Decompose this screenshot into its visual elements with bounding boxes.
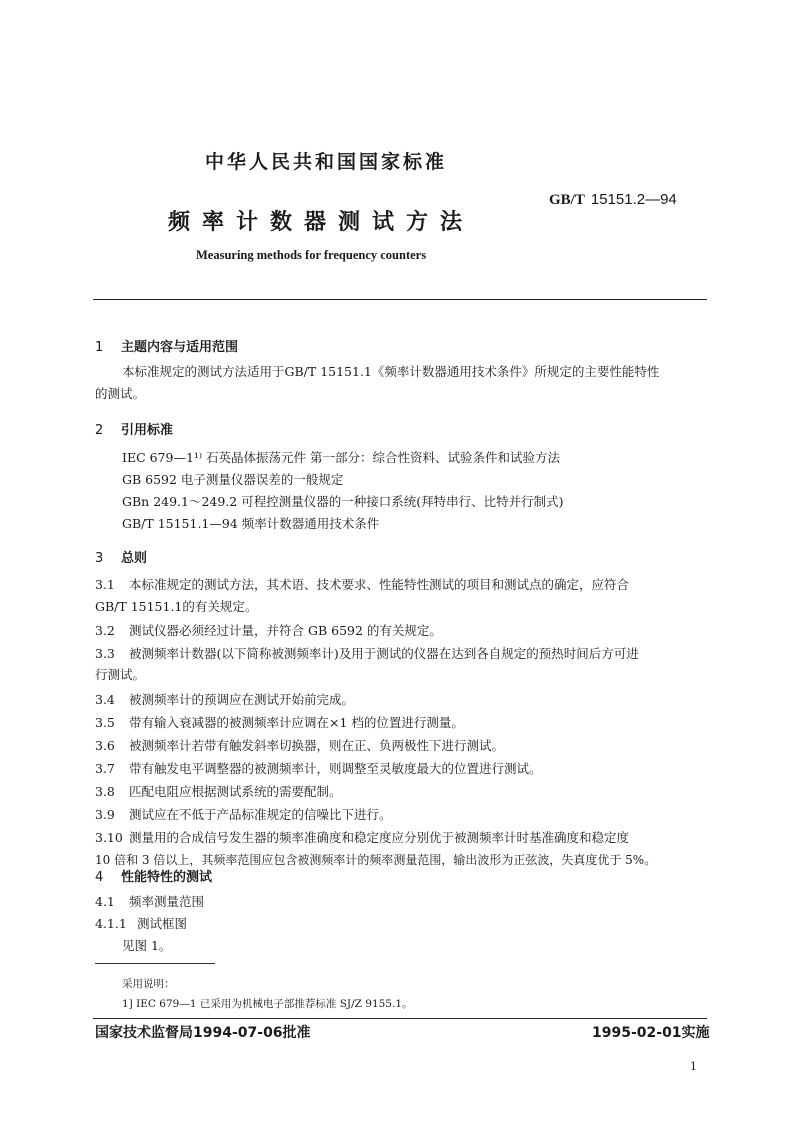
footnote-label: 采用说明： (122, 978, 175, 990)
clause-number: 3.1 (95, 577, 115, 592)
clause-3-3-line2: 行测试。 (95, 667, 146, 682)
page-number: 1 (690, 1060, 697, 1073)
clause-text: 匹配电阻应根据测试系统的需要配制。 (129, 784, 342, 799)
section-number: 2 (95, 423, 104, 438)
standard-code (549, 191, 677, 209)
section-number: 1 (95, 340, 104, 355)
reference-item: IEC 679—1¹⁾ 石英晶体振荡元件 第一部分：综合性资料、试验条件和试验方法 (122, 450, 560, 465)
section-title: 引用标准 (121, 423, 174, 438)
clause-4-1-1 (95, 913, 187, 935)
section-2-heading (95, 419, 173, 438)
clause-3-8 (95, 781, 342, 803)
document-title-cn: 频率计数器测试方法 (168, 210, 475, 235)
section-title: 总则 (121, 551, 148, 566)
clause-3-4 (95, 689, 354, 711)
clause-number: 3.7 (95, 761, 115, 776)
clause-text: 测试框图 (137, 916, 188, 931)
clause-number: 3.3 (95, 646, 115, 661)
clause-text: 测试仪器必须经过计量，并符合 GB 6592 的有关规定。 (129, 623, 442, 638)
header-divider (93, 299, 707, 300)
section-number: 4 (95, 870, 104, 885)
clause-number: 3.8 (95, 784, 115, 799)
clause-number: 3.2 (95, 623, 115, 638)
section-1-heading (95, 336, 238, 355)
standard-prefix: GB/T (549, 192, 585, 208)
clause-text: 带有输入衰减器的被测频率计应调在×1 档的位置进行测量。 (129, 715, 464, 730)
clause-3-9 (95, 804, 392, 826)
section-1-paragraph-line1: 本标准规定的测试方法适用于GB/T 15151.1《频率计数器通用技术条件》所规定的主要性能特性 (122, 364, 660, 379)
reference-item: GBn 249.1～249.2 可程控测量仪器的一种接口系统(拜特串行、比特并行制式) (122, 494, 564, 509)
clause-text: 本标准规定的测试方法，其术语、技术要求、性能特性测试的项目和测试点的确定，应符合 (129, 577, 630, 592)
clause-3-1 (95, 574, 629, 596)
clause-number: 3.9 (95, 807, 115, 822)
clause-text: 被测频率计数器(以下简称被测频率计)及用于测试的仪器在达到各自规定的预热时间后方可进 (129, 646, 639, 661)
clause-3-1-line2: GB/T 15151.1的有关规定。 (95, 599, 258, 614)
clause-3-2 (95, 620, 442, 642)
reference-item: GB 6592 电子测量仪器误差的一般规定 (122, 472, 344, 487)
clause-text: 带有触发电平调整器的被测频率计，则调整至灵敏度最大的位置进行测试。 (129, 761, 542, 776)
section-number: 3 (95, 551, 104, 566)
implementation-date: 1995-02-01实施 (592, 1025, 710, 1041)
footnote-text: 1] IEC 679—1 已采用为机械电子部推荐标准 SJ/Z 9155.1。 (122, 998, 413, 1010)
clause-text: 频率测量范围 (129, 894, 205, 909)
clause-text: 被测频率计的预调应在测试开始前完成。 (129, 692, 355, 707)
standard-number: 15151.2—94 (590, 191, 677, 208)
country-standard-title: 中华人民共和国国家标准 (205, 151, 448, 173)
section-title: 主题内容与适用范围 (121, 340, 239, 355)
clause-number: 3.10 (95, 830, 123, 845)
clause-number: 3.4 (95, 692, 115, 707)
clause-3-6 (95, 735, 504, 757)
clause-number: 3.6 (95, 738, 115, 753)
footnote-divider (95, 963, 215, 964)
clause-number: 4.1.1 (95, 916, 127, 931)
clause-number: 3.5 (95, 715, 115, 730)
approval-date: 国家技术监督局1994-07-06批准 (95, 1025, 311, 1041)
section-4-heading (95, 866, 212, 885)
clause-3-5 (95, 712, 464, 734)
section-1-paragraph-line2: 的测试。 (95, 386, 146, 401)
clause-text: 测试应在不低于产品标准规定的信噪比下进行。 (129, 807, 392, 822)
reference-item: GB/T 15151.1—94 频率计数器通用技术条件 (122, 516, 380, 531)
clause-3-10 (95, 827, 629, 849)
clause-text: 被测频率计若带有触发斜率切换器，则在正、负两极性下进行测试。 (129, 738, 505, 753)
section-3-heading (95, 547, 147, 566)
clause-3-7 (95, 758, 542, 780)
clause-3-10-line2: 10 倍和 3 倍以上，其频率范围应包含被测频率计的频率测量范围，输出波形为正弦波，失真度优于 5%。 (95, 853, 657, 867)
footer-divider (93, 1018, 707, 1019)
section-title: 性能特性的测试 (121, 870, 213, 885)
clause-text: 测量用的合成信号发生器的频率准确度和稳定度应分别优于被测频率计时基准确度和稳定度 (129, 830, 630, 845)
see-figure-note: 见图 1。 (122, 938, 172, 953)
clause-3-3 (95, 643, 639, 665)
document-title-en: Measuring methods for frequency counters (196, 248, 427, 262)
clause-4-1 (95, 891, 204, 913)
clause-number: 4.1 (95, 894, 115, 909)
